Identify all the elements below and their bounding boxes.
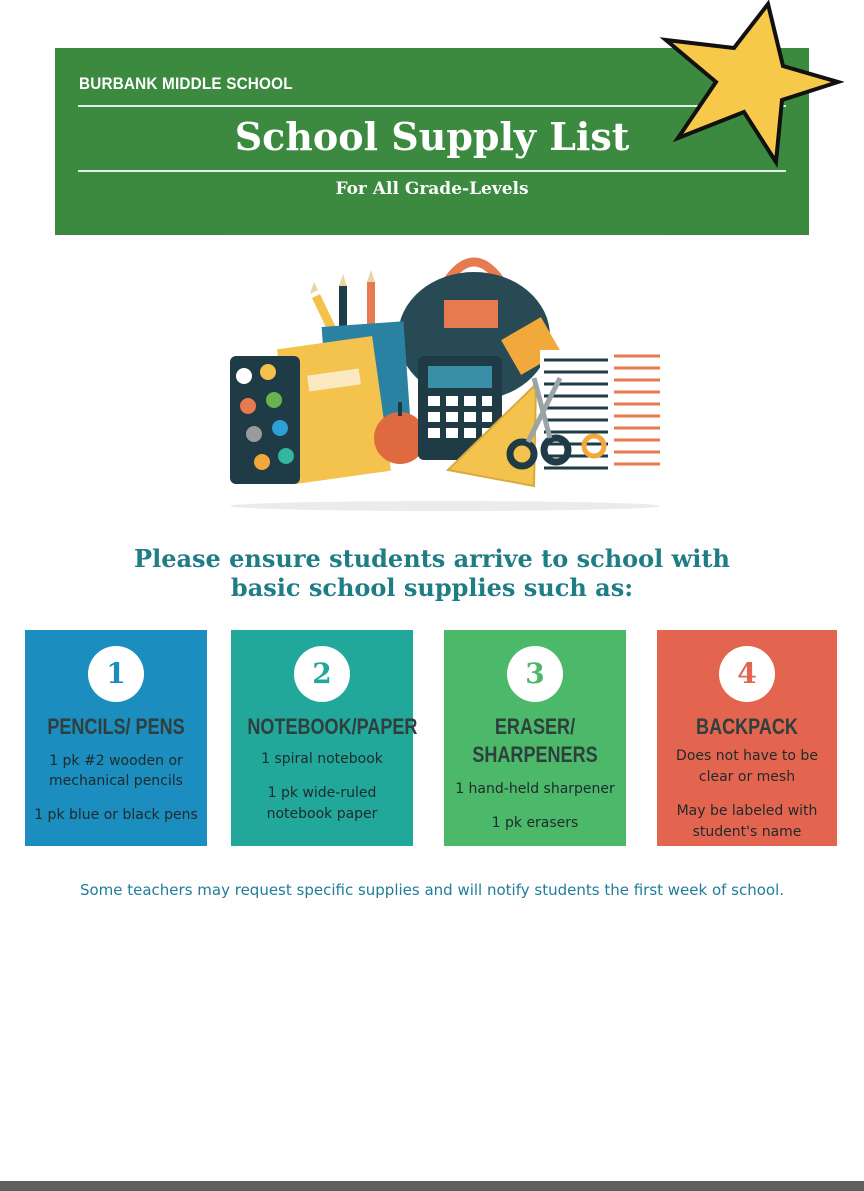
- card-item-text: 1 pk blue or black pens: [34, 807, 198, 823]
- scan-bottom-edge: [0, 1181, 864, 1191]
- card-item-text: clear or mesh: [698, 769, 796, 785]
- supply-card-pencils: [25, 630, 207, 846]
- header-divider-bottom: [78, 170, 786, 172]
- card-item-text: 1 pk #2 wooden or: [49, 753, 183, 769]
- card-item-text: notebook paper: [266, 806, 378, 822]
- card-number-badge: 1: [88, 646, 144, 702]
- card-item-text: 1 hand-held sharpener: [455, 781, 615, 797]
- card-heading-line-2: SHARPENERS: [472, 742, 598, 767]
- card-number-badge: 4: [719, 646, 775, 702]
- school-supplies-illustration: [222, 238, 668, 514]
- card-item-text: May be labeled with: [676, 803, 818, 819]
- instruction-line-2: basic school supplies such as:: [230, 573, 634, 602]
- card-heading: BACKPACK: [696, 714, 798, 739]
- card-heading-line-1: ERASER/: [494, 714, 576, 739]
- card-number-badge: 3: [507, 646, 563, 702]
- card-item-text: Does not have to be: [676, 748, 818, 764]
- supply-card-backpack: [657, 630, 837, 846]
- card-item-text: 1 spiral notebook: [261, 751, 383, 767]
- card-item-text: 1 pk erasers: [491, 815, 579, 831]
- card-item-text: student's name: [692, 824, 802, 840]
- card-heading: PENCILS/ PENS: [47, 714, 185, 739]
- supply-card-eraser: [444, 630, 626, 846]
- card-heading: NOTEBOOK/PAPER: [247, 714, 418, 739]
- footnote-text: Some teachers may request specific supplies and will notify students the first week of school.: [79, 881, 785, 899]
- instruction-heading: [60, 544, 804, 602]
- page-title: School Supply List: [234, 114, 630, 159]
- card-number-badge: 2: [294, 646, 350, 702]
- star-icon: [660, 0, 844, 168]
- card-item-text: 1 pk wide-ruled: [267, 785, 377, 801]
- card-item-text: mechanical pencils: [49, 773, 183, 789]
- instruction-line-1: Please ensure students arrive to school with: [134, 544, 730, 573]
- page-subtitle: For All Grade-Levels: [335, 179, 529, 199]
- supply-card-notebook: [231, 630, 418, 846]
- school-name: BURBANK MIDDLE SCHOOL: [79, 74, 293, 93]
